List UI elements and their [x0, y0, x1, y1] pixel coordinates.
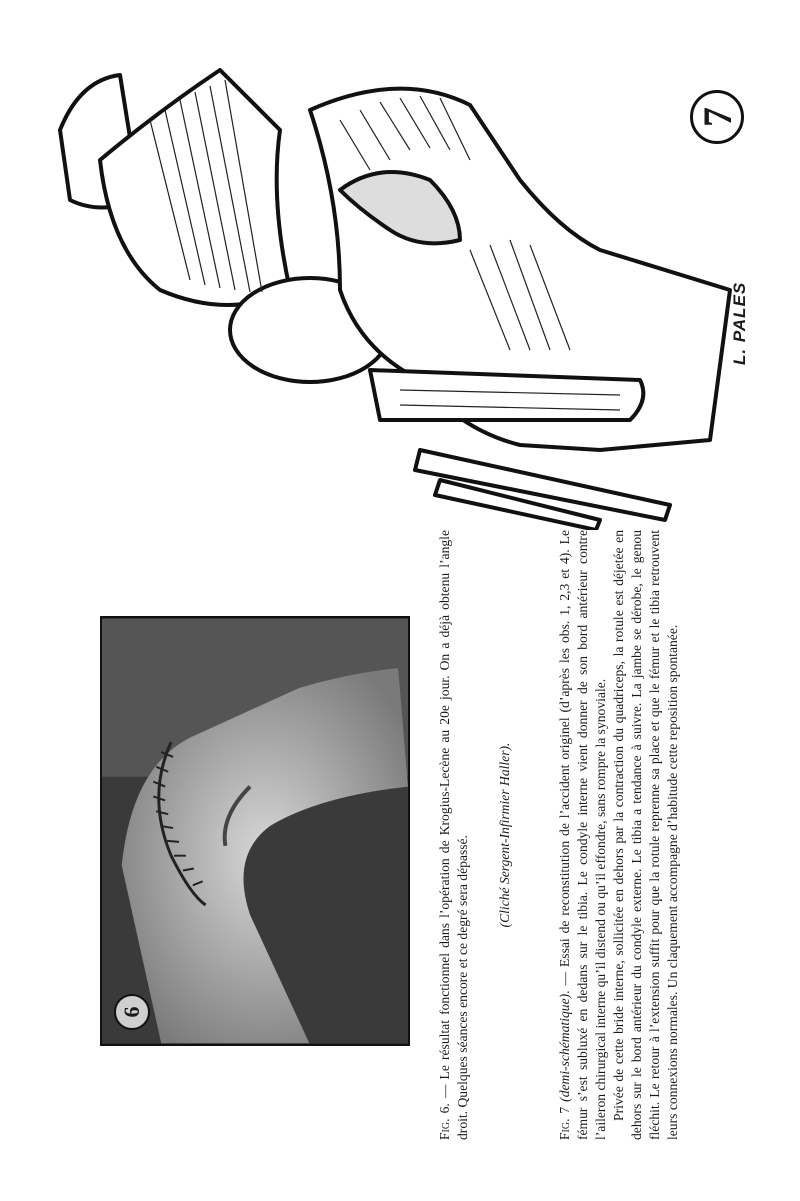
figure-6-label: Fig. 6.	[437, 1103, 452, 1140]
figure-7-drawing	[40, 50, 760, 530]
figure-7-paragraph-2: Privée de cette bride interne, sollicitée en dehors par la contraction du quadriceps, la rotule est déjetée en dehors sur le bord antérieur du condyle externe. Le tibia a tendance à suivre. La jambe se dérobe, le genou fléchit. Le retour à l’extension suffit pour que la rotule reprenne sa place et que le fémur et le tibia retrouvent leurs connexions normales. Un claquement accompagne d’habitude cette reposition spontanée.	[610, 530, 680, 1140]
figure-6-number: 6	[119, 1006, 144, 1018]
capsule-fan	[100, 70, 290, 305]
figure-7-label: Fig. 7	[557, 1106, 572, 1140]
figure-6-photograph	[100, 616, 410, 1046]
figure-7-number: 7	[694, 107, 740, 127]
figure-7-paragraph-1: . — Essai de reconstitution de l’accident originel (d’après les obs. 1, 2,3 et 4). Le fémur s’est subluxé en dedans sur le tibia. Le condyle interne vient donner de son bord antérieur contre l’aileron chirurgical interne qu’il distend ou qu’il effondre, sans rompre la synoviale.	[557, 530, 608, 1140]
figure-7-subtitle: (demi-schématique)	[557, 993, 572, 1102]
figure-6-caption-text: — Le résultat fonctionnel dans l’opération de Krogius-Lecène au 20e jour. On a déjà obtenu l’angle droit. Quelques séances encore et ce degré sera dépassé.	[437, 530, 470, 1140]
figure-7-caption	[556, 530, 682, 1140]
figure-6-caption	[436, 530, 472, 1140]
figure-7-badge	[690, 90, 744, 144]
artist-signature: L. PALES	[730, 281, 749, 365]
figure-6-badge	[114, 994, 150, 1030]
figure-6-credit: (Cliché Sergent-Infirmier Haller).	[497, 742, 512, 928]
